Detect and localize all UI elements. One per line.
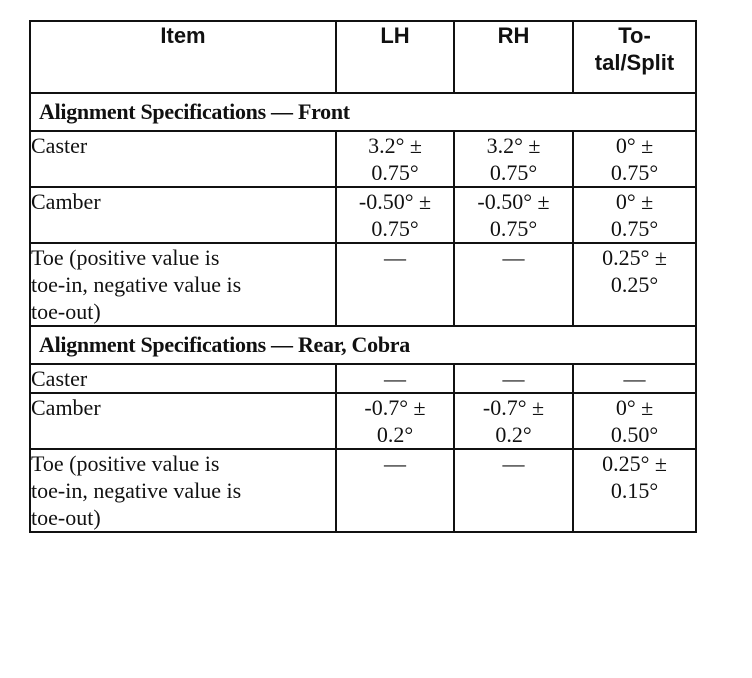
cell-text: — bbox=[502, 245, 525, 270]
cell-text: 0° ± bbox=[615, 133, 654, 158]
section-row bbox=[30, 93, 696, 131]
header-row bbox=[30, 21, 696, 93]
cell-rh bbox=[454, 131, 573, 187]
cell-text: toe-out) bbox=[31, 505, 101, 530]
cell-rh bbox=[454, 449, 573, 532]
cell-total-split bbox=[573, 449, 696, 532]
cell-lh bbox=[336, 131, 454, 187]
cell-text: Camber bbox=[31, 395, 101, 420]
cell-text: 0.2° bbox=[376, 422, 414, 447]
cell-text: 3.2° ± bbox=[368, 133, 422, 158]
cell-text: toe-in, negative value is bbox=[31, 272, 242, 297]
cell-text: 0.75° bbox=[489, 160, 538, 185]
cell-total-split bbox=[573, 243, 696, 326]
cell-text: 0° ± bbox=[615, 395, 654, 420]
section-title: Alignment Specifications — Rear, Cobra bbox=[30, 326, 696, 364]
table-row bbox=[30, 364, 696, 393]
cell-lh bbox=[336, 243, 454, 326]
cell-total-split bbox=[573, 131, 696, 187]
cell-text: 0.25° ± bbox=[602, 451, 667, 476]
cell-text: — bbox=[623, 366, 646, 391]
cell-item bbox=[30, 393, 336, 449]
cell-text: Toe (positive value is bbox=[31, 451, 220, 476]
cell-text: -0.50° ± bbox=[358, 189, 432, 214]
cell-text: -0.50° ± bbox=[477, 189, 550, 214]
alignment-spec-table bbox=[29, 20, 697, 533]
cell-text: — bbox=[502, 366, 525, 391]
header-total-split: To- tal/Split bbox=[573, 21, 696, 93]
header-item: Item bbox=[30, 21, 336, 93]
table-row bbox=[30, 243, 696, 326]
cell-text: 0.75° bbox=[610, 216, 659, 241]
cell-text: — bbox=[502, 451, 525, 476]
cell-lh bbox=[336, 187, 454, 243]
header-lh: LH bbox=[336, 21, 454, 93]
cell-text: 0° ± bbox=[615, 189, 654, 214]
cell-text: 0.75° bbox=[489, 216, 538, 241]
cell-text: 3.2° ± bbox=[486, 133, 541, 158]
cell-item bbox=[30, 187, 336, 243]
cell-text: toe-out) bbox=[31, 299, 101, 324]
cell-text: 0.50° bbox=[610, 422, 659, 447]
cell-text: -0.7° ± bbox=[482, 395, 545, 420]
cell-item bbox=[30, 131, 336, 187]
cell-text: 0.15° bbox=[610, 478, 659, 503]
cell-text: Caster bbox=[31, 366, 88, 391]
cell-text: 0.2° bbox=[495, 422, 532, 447]
cell-text: -0.7° ± bbox=[364, 395, 426, 420]
cell-text: toe-in, negative value is bbox=[31, 478, 242, 503]
cell-lh bbox=[336, 364, 454, 393]
cell-text: 0.75° bbox=[371, 160, 419, 185]
table-body bbox=[30, 93, 696, 532]
cell-lh bbox=[336, 393, 454, 449]
section-row bbox=[30, 326, 696, 364]
table-row bbox=[30, 393, 696, 449]
cell-text: Caster bbox=[31, 133, 88, 158]
cell-item bbox=[30, 364, 336, 393]
cell-text: Camber bbox=[31, 189, 101, 214]
table-row bbox=[30, 187, 696, 243]
cell-text: — bbox=[384, 451, 406, 476]
cell-text: — bbox=[384, 245, 406, 270]
cell-text: 0.25° bbox=[610, 272, 659, 297]
cell-rh bbox=[454, 364, 573, 393]
cell-total-split bbox=[573, 187, 696, 243]
cell-total-split bbox=[573, 393, 696, 449]
cell-text: Toe (positive value is bbox=[31, 245, 220, 270]
header-rh: RH bbox=[454, 21, 573, 93]
cell-text: 0.25° ± bbox=[602, 245, 667, 270]
cell-text: 0.75° bbox=[610, 160, 659, 185]
section-title: Alignment Specifications — Front bbox=[30, 93, 696, 131]
cell-text: — bbox=[384, 366, 406, 391]
cell-text: 0.75° bbox=[371, 216, 419, 241]
cell-rh bbox=[454, 393, 573, 449]
cell-rh bbox=[454, 187, 573, 243]
table-row bbox=[30, 449, 696, 532]
table-row bbox=[30, 131, 696, 187]
cell-item bbox=[30, 449, 336, 532]
cell-rh bbox=[454, 243, 573, 326]
cell-total-split bbox=[573, 364, 696, 393]
cell-item bbox=[30, 243, 336, 326]
cell-lh bbox=[336, 449, 454, 532]
